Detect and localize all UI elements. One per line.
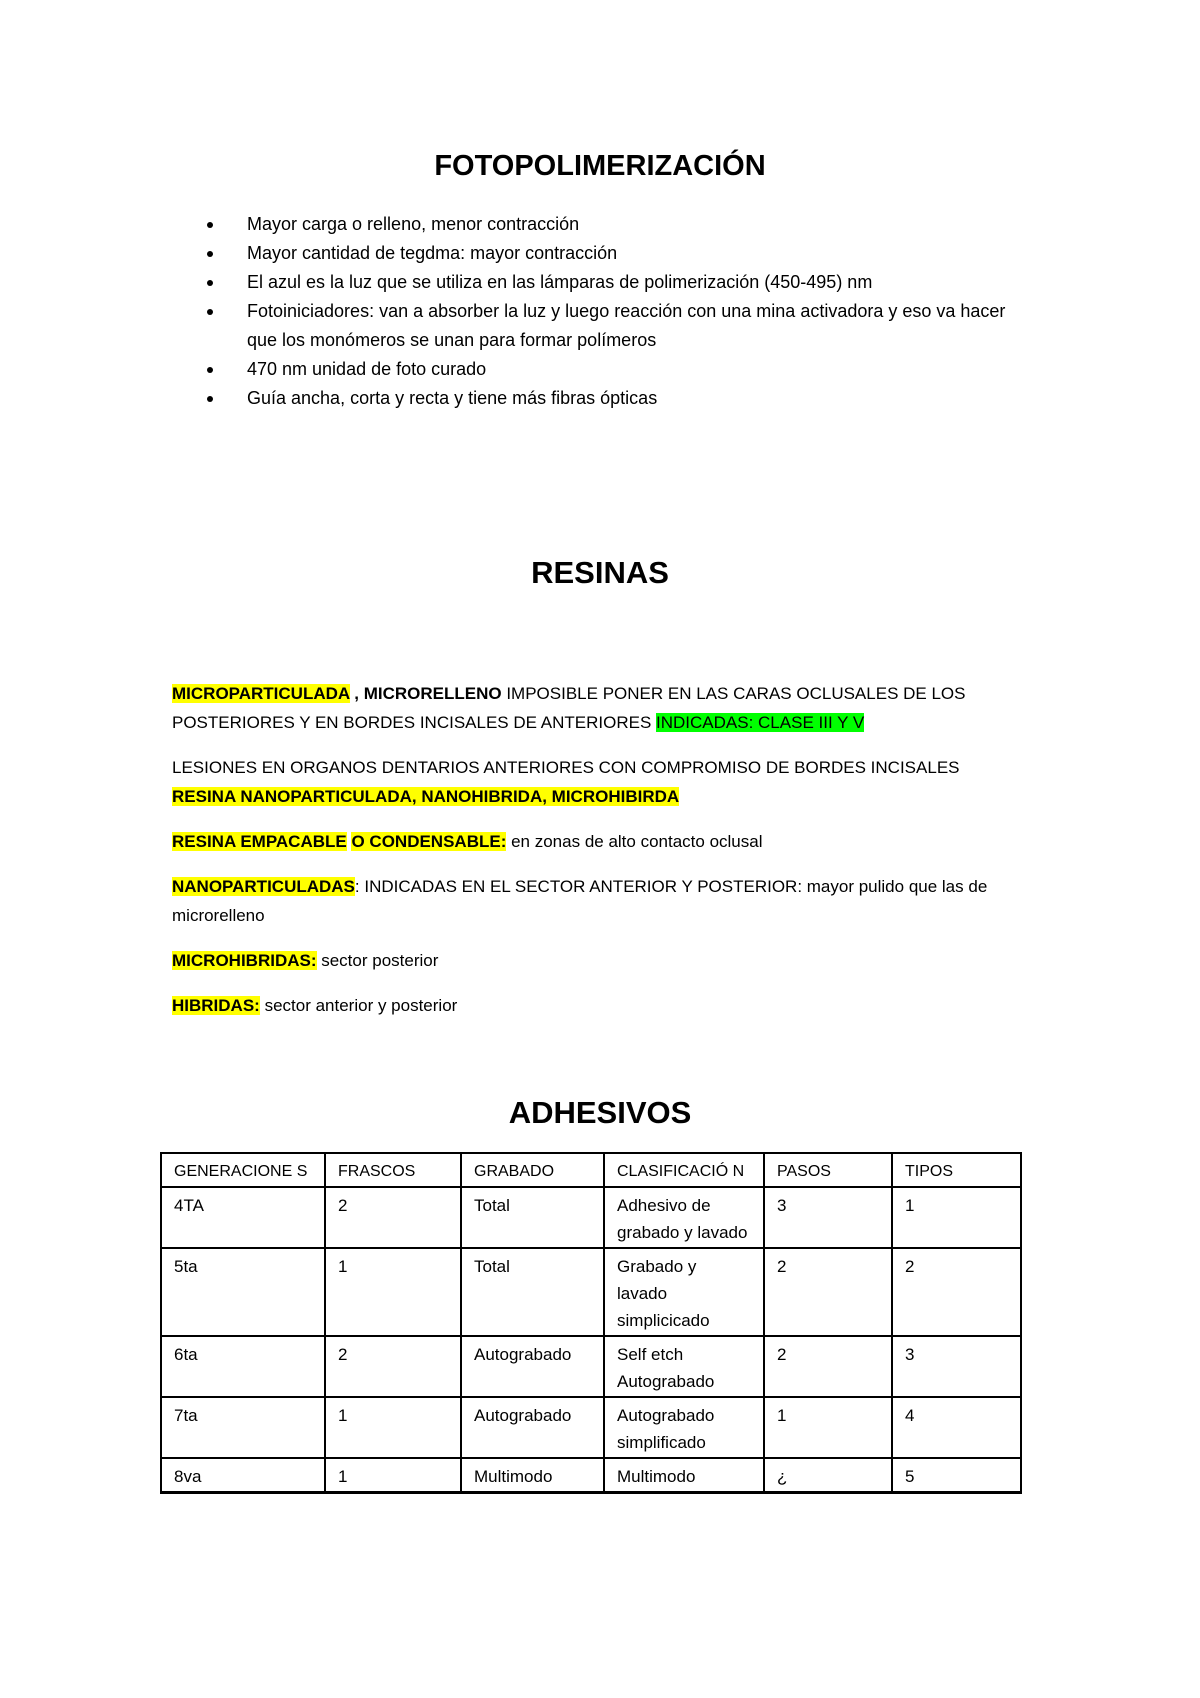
table-row — [161, 1397, 1021, 1458]
bullet-icon — [207, 396, 213, 402]
highlight-text: MICROPARTICULADA — [172, 684, 350, 703]
table-cell: 2 — [325, 1336, 461, 1397]
table-cell: 1 — [325, 1397, 461, 1458]
highlight-text: RESINA NANOPARTICULADA, NANOHIBRIDA, MICROHIBIRDA — [172, 787, 680, 806]
bullet-icon — [207, 280, 213, 286]
table-cell: Autograbado — [461, 1397, 604, 1458]
list-item: Mayor carga o relleno, menor contracción — [205, 210, 1035, 239]
table-cell: Total — [461, 1248, 604, 1336]
table-cell: 7ta — [161, 1397, 325, 1458]
table-cell: 4TA — [161, 1187, 325, 1248]
list-item: Mayor cantidad de tegdma: mayor contracción — [205, 239, 1035, 268]
list-item: Guía ancha, corta y recta y tiene más fibras ópticas — [205, 384, 1035, 413]
resinas-body — [172, 679, 1052, 1036]
table-cell: 6ta — [161, 1336, 325, 1397]
resina-paragraph-lesiones: LESIONES EN ORGANOS DENTARIOS ANTERIORES CON COMPROMISO DE BORDES INCISALES RESINA NANOPARTICULADA, NANOHIBRIDA, MICROHIBIRDA — [172, 758, 960, 806]
table-cell: Self etch Autograbado — [604, 1336, 764, 1397]
table-cell: 1 — [325, 1248, 461, 1336]
resina-paragraph-hibridas: HIBRIDAS: sector anterior y posterior — [172, 996, 458, 1015]
list-item: 470 nm unidad de foto curado — [205, 355, 1035, 384]
highlight-text: RESINA EMPACABLE — [172, 832, 347, 851]
highlight-text: HIBRIDAS: — [172, 996, 260, 1015]
highlight-text: NANOPARTICULADAS — [172, 877, 355, 896]
bullet-icon — [207, 222, 213, 228]
table-header-cell: FRASCOS — [325, 1153, 461, 1187]
section-title-adhesivos: ADHESIVOS — [508, 1095, 692, 1130]
section-title-resinas: RESINAS — [531, 555, 669, 590]
table-cell: Total — [461, 1187, 604, 1248]
fotopolimerizacion-bullet-list — [205, 210, 1035, 413]
table-cell: 2 — [764, 1248, 892, 1336]
bullet-icon — [207, 251, 213, 257]
table-cell: Autograbado — [461, 1336, 604, 1397]
table-cell: 5 — [892, 1458, 1021, 1493]
table-row — [161, 1187, 1021, 1248]
list-item: El azul es la luz que se utiliza en las lámparas de polimerización (450-495) nm — [205, 268, 1035, 297]
resina-paragraph-nanoparticuladas: NANOPARTICULADAS: INDICADAS EN EL SECTOR ANTERIOR Y POSTERIOR: mayor pulido que las de microrelleno — [172, 877, 988, 925]
table-header-cell: TIPOS — [892, 1153, 1021, 1187]
table-cell: 8va — [161, 1458, 325, 1493]
table-cell: Multimodo — [461, 1458, 604, 1493]
list-item: Fotoiniciadores: van a absorber la luz y luego reacción con una mina activadora y eso va hacer que los monómeros se unan para formar polímeros — [205, 297, 1035, 355]
resina-paragraph-microhibridas: MICROHIBRIDAS: sector posterior — [172, 951, 439, 970]
table-header-cell: GENERACIONE S — [161, 1153, 325, 1187]
table-cell: Multimodo — [604, 1458, 764, 1493]
table-cell: 1 — [892, 1187, 1021, 1248]
table-row — [161, 1458, 1021, 1493]
adhesivos-table — [160, 1152, 1022, 1494]
table-cell: Adhesivo de grabado y lavado — [604, 1187, 764, 1248]
table-cell: 2 — [325, 1187, 461, 1248]
table-cell: 2 — [892, 1248, 1021, 1336]
table-cell: 2 — [764, 1336, 892, 1397]
bold-text: MICRORELLENO — [363, 684, 502, 703]
table-cell: 4 — [892, 1397, 1021, 1458]
table-cell: Grabado y lavado simplicicado — [604, 1248, 764, 1336]
table-header-cell: PASOS — [764, 1153, 892, 1187]
table-header-row — [161, 1153, 1021, 1187]
table-cell: ¿ — [764, 1458, 892, 1493]
highlight-text: O CONDENSABLE: — [351, 832, 507, 851]
section-title-fotopolimerizacion: FOTOPOLIMERIZACIÓN — [434, 150, 766, 182]
table-cell: 1 — [764, 1397, 892, 1458]
table-header-cell: CLASIFICACIÓ N — [604, 1153, 764, 1187]
table-cell: 3 — [764, 1187, 892, 1248]
highlight-text: MICROHIBRIDAS: — [172, 951, 317, 970]
table-cell: 3 — [892, 1336, 1021, 1397]
green-highlight-text: INDICADAS: CLASE III Y V — [656, 713, 865, 732]
table-cell: 1 — [325, 1458, 461, 1493]
table-row — [161, 1248, 1021, 1336]
bullet-icon — [207, 309, 213, 315]
table-cell: Autograbado simplificado — [604, 1397, 764, 1458]
resina-paragraph-microparticulada: MICROPARTICULADA , MICRORELLENO IMPOSIBLE PONER EN LAS CARAS OCLUSALES DE LOS POSTERIORES Y EN BORDES INCISALES DE ANTERIORES INDICADAS: CLASE III Y V — [172, 684, 966, 732]
table-cell: 5ta — [161, 1248, 325, 1336]
bullet-icon — [207, 367, 213, 373]
table-row — [161, 1336, 1021, 1397]
resina-paragraph-empacable: RESINA EMPACABLE O CONDENSABLE: en zonas de alto contacto oclusal — [172, 832, 763, 851]
table-header-cell: GRABADO — [461, 1153, 604, 1187]
